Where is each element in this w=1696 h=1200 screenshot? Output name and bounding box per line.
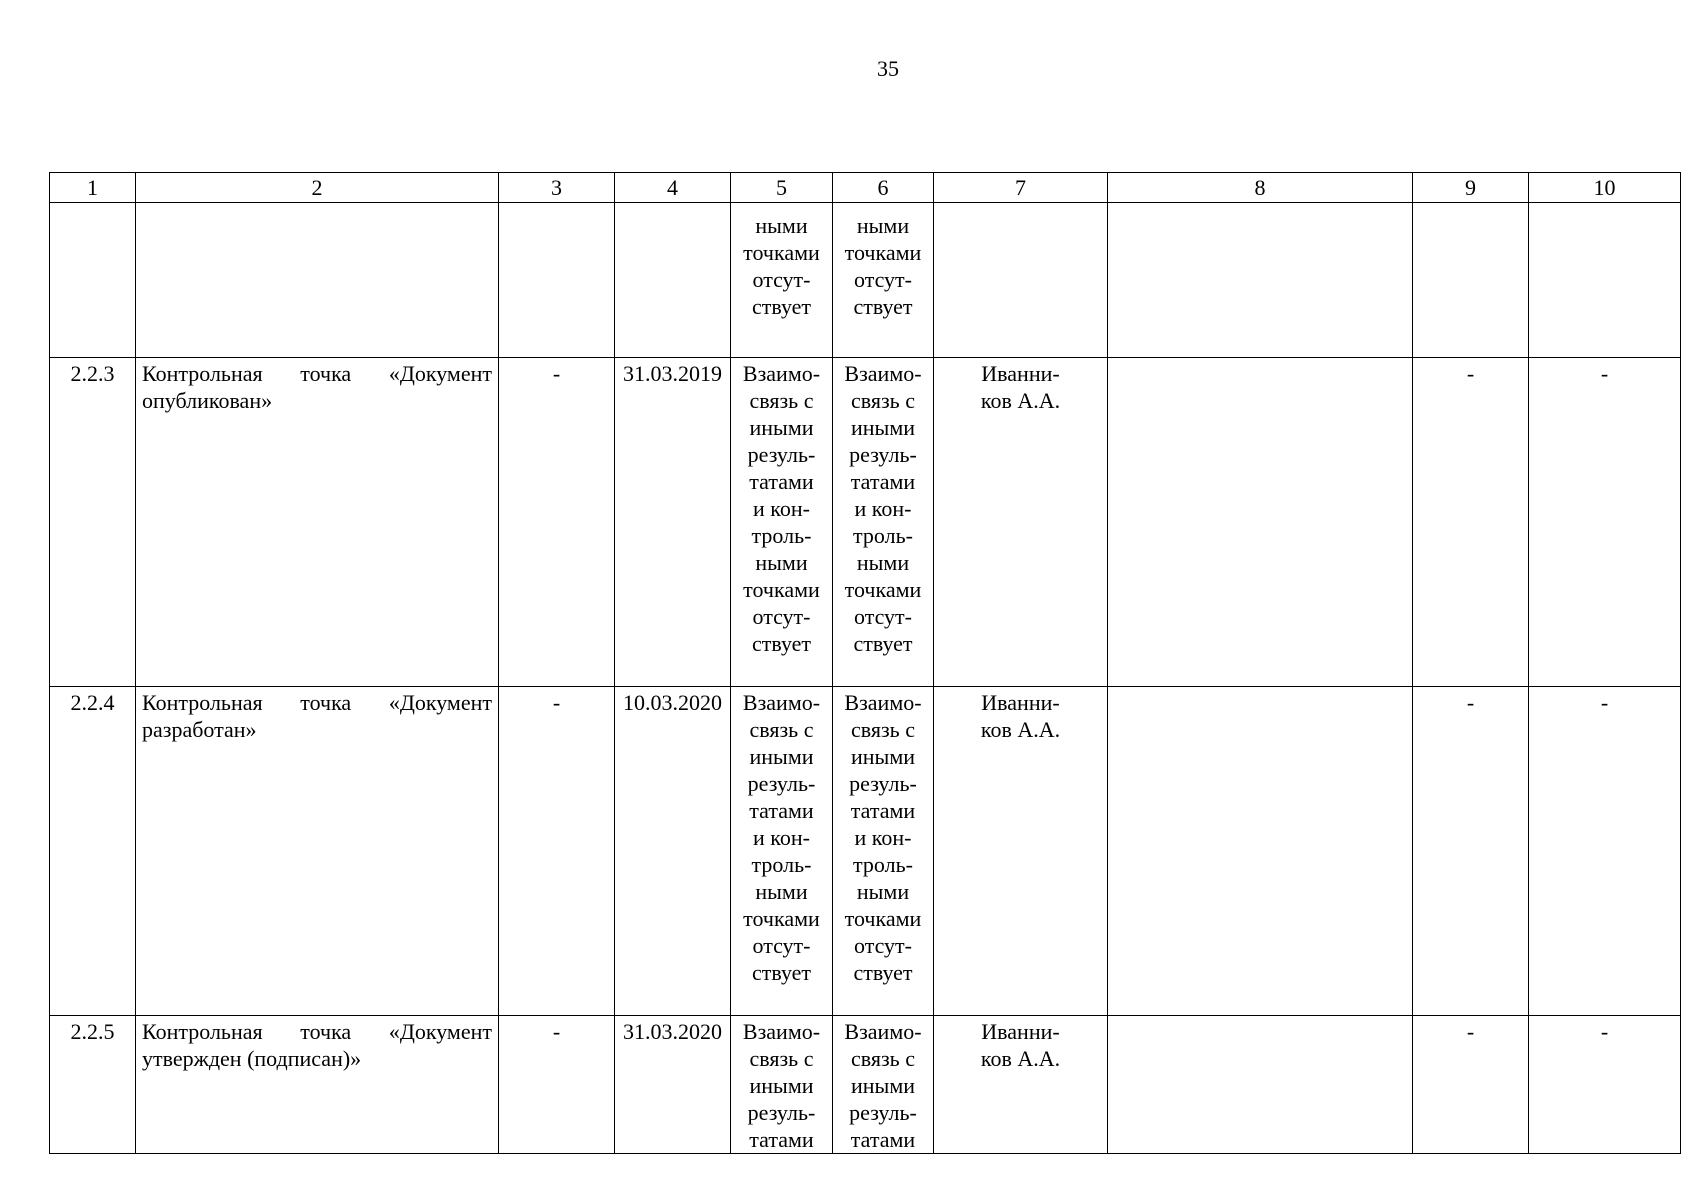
cell-col9: - <box>1413 687 1529 1016</box>
column-header: 10 <box>1529 173 1681 203</box>
cell-col6: Взаимо- связь с иными резуль- татами и кон- троль- ными точками отсут- ствует <box>833 687 934 1016</box>
cell-col3 <box>499 203 615 358</box>
cell-col5: Взаимо- связь с иными резуль- татами и кон- троль- ными точками отсут- ствует <box>731 687 833 1016</box>
cell-date: 31.03.2019 <box>615 358 731 687</box>
cell-col10: - <box>1529 1016 1681 1154</box>
cell-col10: - <box>1529 358 1681 687</box>
table-row <box>50 1016 1681 1154</box>
cell-col6: Взаимо- связь с иными резуль- татами <box>833 1016 934 1154</box>
cell-col8 <box>1108 687 1413 1016</box>
column-header: 5 <box>731 173 833 203</box>
cell-number: 2.2.3 <box>50 358 136 687</box>
cell-col3: - <box>499 1016 615 1154</box>
cell-col10 <box>1529 203 1681 358</box>
cell-col9: - <box>1413 358 1529 687</box>
cell-col10: - <box>1529 687 1681 1016</box>
cell-responsible: Иванни- ков А.А. <box>934 358 1108 687</box>
cell-col6: Взаимо- связь с иными резуль- татами и кон- троль- ными точками отсут- ствует <box>833 358 934 687</box>
cell-col5: Взаимо- связь с иными резуль- татами <box>731 1016 833 1154</box>
cell-date <box>615 203 731 358</box>
cell-col9 <box>1413 203 1529 358</box>
cell-name: Контрольная точка «Документ разработан» <box>136 687 499 1016</box>
cell-name: Контрольная точка «Документ опубликован» <box>136 358 499 687</box>
header-row <box>50 173 1681 203</box>
table-row <box>50 687 1681 1016</box>
plan-table <box>49 172 1681 1154</box>
cell-responsible: Иванни- ков А.А. <box>934 687 1108 1016</box>
column-header: 2 <box>136 173 499 203</box>
cell-col8 <box>1108 358 1413 687</box>
cell-name <box>136 203 499 358</box>
cell-number <box>50 203 136 358</box>
column-header: 9 <box>1413 173 1529 203</box>
cell-date: 10.03.2020 <box>615 687 731 1016</box>
cell-date: 31.03.2020 <box>615 1016 731 1154</box>
cell-responsible: Иванни- ков А.А. <box>934 1016 1108 1154</box>
cell-number: 2.2.4 <box>50 687 136 1016</box>
column-header: 3 <box>499 173 615 203</box>
column-header: 6 <box>833 173 934 203</box>
column-header: 7 <box>934 173 1108 203</box>
column-header: 1 <box>50 173 136 203</box>
column-header: 8 <box>1108 173 1413 203</box>
cell-responsible <box>934 203 1108 358</box>
cell-col3: - <box>499 358 615 687</box>
page-number: 35 <box>877 56 899 81</box>
table-row-continuation <box>50 203 1681 358</box>
column-header: 4 <box>615 173 731 203</box>
cell-number: 2.2.5 <box>50 1016 136 1154</box>
table-row <box>50 358 1681 687</box>
cell-name: Контрольная точка «Документ утвержден (подписан)» <box>136 1016 499 1154</box>
cell-col8 <box>1108 203 1413 358</box>
cell-col8 <box>1108 1016 1413 1154</box>
cell-col5: Взаимо- связь с иными резуль- татами и кон- троль- ными точками отсут- ствует <box>731 358 833 687</box>
cell-col9: - <box>1413 1016 1529 1154</box>
cell-col6: ными точками отсут- ствует <box>833 203 934 358</box>
cell-col3: - <box>499 687 615 1016</box>
cell-col5: ными точками отсут- ствует <box>731 203 833 358</box>
